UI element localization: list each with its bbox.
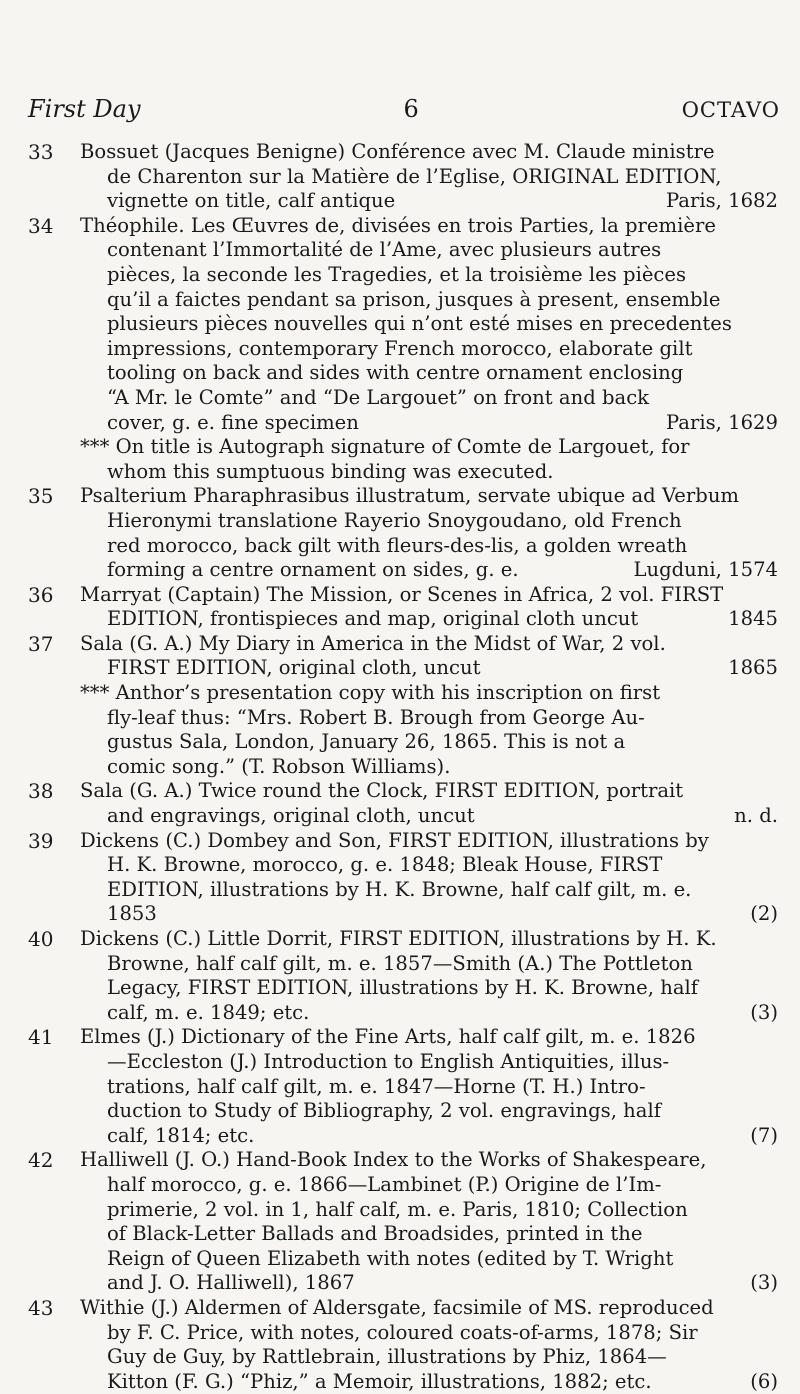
day-label: First Day [28, 95, 141, 123]
entry-line: Withie (J.) Aldermen of Aldersgate, facsimile of MS. reproduced [80, 1295, 714, 1319]
entry-line: pièces, la seconde les Tragedies, et la troisième les pièces [107, 262, 687, 286]
lot-number: 40 [28, 927, 54, 951]
entry-imprint: Paris, 1629 [666, 410, 778, 434]
entry-note-line: *** On title is Autograph signature of Comte de Largouet, for [80, 435, 690, 459]
entry-line: and J. O. Halliwell), 1867 (3) [107, 1271, 778, 1295]
entry-line: 1853 (2) [107, 902, 778, 926]
catalogue-entry [28, 214, 778, 485]
catalogue-entry [28, 583, 778, 632]
entry-note-line: gustus Sala, London, January 26, 1865. This is not a [107, 730, 626, 754]
entry-line: red morocco, back gilt with fleurs-des-lis, a golden wreath [107, 533, 688, 557]
entry-line: EDITION, illustrations by H. K. Browne, half calf gilt, m. e. [107, 877, 692, 901]
entry-line: calf, 1814; etc. (7) [107, 1123, 778, 1147]
entry-line: de Charenton sur la Matière de l’Eglise, ORIGINAL EDITION, [107, 164, 722, 188]
entry-line: contenant l’Immortalité de l’Ame, avec plusieurs autres [107, 238, 662, 262]
lot-number: 39 [28, 828, 54, 853]
page-number: 6 [403, 95, 419, 123]
catalogue-entry [28, 1148, 778, 1296]
lot-number: 35 [28, 484, 54, 509]
lot-number: 37 [28, 631, 54, 656]
format-label: OCTAVO [681, 98, 780, 122]
entry-line: forming a centre ornament on sides, g. e. Lugduni, 1574 [107, 558, 778, 582]
entry-note-line: *** Anthor’s presentation copy with his inscription on first [80, 681, 661, 705]
entry-line: duction to Study of Bibliography, 2 vol. engravings, half [107, 1099, 661, 1123]
lot-number: 41 [28, 1025, 54, 1050]
entry-note-line: fly-leaf thus: “Mrs. Robert B. Brough from George Au- [107, 705, 645, 729]
entry-imprint: (3) [750, 1000, 778, 1024]
entry-line: trations, half calf gilt, m. e. 1847—Horne (T. H.) Intro- [107, 1074, 646, 1098]
entry-line: qu’il a faictes pendant sa prison, jusques à present, ensemble [107, 287, 721, 311]
entry-imprint: (6) [750, 1369, 778, 1393]
entry-line: Legacy, FIRST EDITION, illustrations by H. K. Browne, half [107, 976, 699, 1000]
lot-number: 42 [28, 1148, 54, 1173]
catalogue-entry [28, 779, 778, 828]
catalogue-entry [28, 927, 778, 1025]
entry-note-line: comic song.” (T. Robson Williams). [107, 754, 451, 778]
entry-imprint: (2) [750, 902, 778, 926]
entry-note-line: whom this sumptuous binding was executed. [107, 459, 554, 483]
entry-line: Marryat (Captain) The Mission, or Scenes in Africa, 2 vol. FIRST [80, 582, 724, 606]
entry-line: by F. C. Price, with notes, coloured coats-of-arms, 1878; Sir [107, 1320, 698, 1344]
entry-line: Reign of Queen Elizabeth with notes (edited by T. Wright [107, 1246, 674, 1270]
entry-line: “A Mr. le Comte” and “De Largouet” on front and back [107, 385, 650, 409]
entry-imprint: 1845 [728, 607, 778, 631]
entry-line: tooling on back and sides with centre ornament enclosing [107, 361, 684, 385]
lot-number: 38 [28, 779, 54, 804]
entry-line: primerie, 2 vol. in 1, half calf, m. e. Paris, 1810; Collection [107, 1197, 688, 1221]
entry-line: Théophile. Les Œuvres de, divisées en trois Parties, la première [80, 213, 716, 237]
entry-line: Dickens (C.) Dombey and Son, FIRST EDITION, illustrations by [80, 828, 709, 852]
entry-line: —Eccleston (J.) Introduction to English Antiquities, illus- [107, 1049, 670, 1073]
entry-line: calf, m. e. 1849; etc. (3) [107, 1000, 778, 1024]
entry-line: Sala (G. A.) Twice round the Clock, FIRST EDITION, portrait [80, 779, 684, 803]
entry-line: Dickens (C.) Little Dorrit, FIRST EDITION, illustrations by H. K. [80, 927, 717, 950]
entry-line: half morocco, g. e. 1866—Lambinet (P.) Origine de l’Im- [107, 1172, 662, 1196]
entry-line: cover, g. e. fine specimen Paris, 1629 [107, 410, 778, 434]
entry-line: Browne, half calf gilt, m. e. 1857—Smith (A.) The Pottleton [107, 951, 693, 975]
entry-line: EDITION, frontispieces and map, original cloth uncut 1845 [107, 607, 778, 631]
entry-line: of Black-Letter Ballads and Broadsides, printed in the [107, 1222, 643, 1246]
lot-number: 36 [28, 582, 54, 607]
entry-imprint: (3) [750, 1271, 778, 1295]
lot-number: 43 [28, 1295, 54, 1320]
catalogue-entry [28, 1296, 778, 1394]
entry-imprint: Lugduni, 1574 [633, 558, 778, 582]
entry-line: Guy de Guy, by Rattlebrain, illustrations by Phiz, 1864— [107, 1345, 667, 1369]
entry-line: Psalterium Pharaphrasibus illustratum, servate ubique ad Verbum [80, 484, 740, 508]
entry-line: Elmes (J.) Dictionary of the Fine Arts, half calf gilt, m. e. 1826 [80, 1025, 696, 1049]
lot-number: 34 [28, 213, 54, 238]
entry-imprint: 1865 [728, 656, 778, 680]
entry-line: Sala (G. A.) My Diary in America in the Midst of War, 2 vol. [80, 631, 666, 655]
entry-line: Hieronymi translatione Rayerio Snoygoudano, old French [107, 508, 682, 532]
catalogue-entry [28, 829, 778, 927]
entry-line: Bossuet (Jacques Benigne) Conférence avec M. Claude ministre [80, 140, 715, 163]
entry-line: Kitton (F. G.) “Phiz,” a Memoir, illustrations, 1882; etc. (6) [107, 1369, 778, 1393]
entry-line: vignette on title, calf antique Paris, 1682 [107, 189, 778, 213]
entry-imprint: Paris, 1682 [666, 189, 778, 213]
catalogue-entry [28, 632, 778, 780]
entry-line: H. K. Browne, morocco, g. e. 1848; Bleak House, FIRST [107, 853, 663, 877]
entry-line: plusieurs pièces nouvelles qui n’ont esté mises en precedentes [107, 312, 732, 336]
catalogue-entry [28, 484, 778, 582]
entry-line: Halliwell (J. O.) Hand-Book Index to the Works of Shakespeare, [80, 1148, 707, 1172]
entry-imprint: n. d. [734, 804, 778, 828]
page-header [28, 95, 780, 123]
lot-number: 33 [28, 140, 54, 164]
catalogue-entry [28, 1025, 778, 1148]
entry-line: impressions, contemporary French morocco, elaborate gilt [107, 336, 693, 360]
entry-line: FIRST EDITION, original cloth, uncut 1865 [107, 656, 778, 680]
entry-line: and engravings, original cloth, uncut n. d. [107, 804, 778, 828]
catalogue-entry [28, 140, 778, 214]
catalogue-entries [28, 140, 778, 1394]
entry-imprint: (7) [750, 1123, 778, 1147]
